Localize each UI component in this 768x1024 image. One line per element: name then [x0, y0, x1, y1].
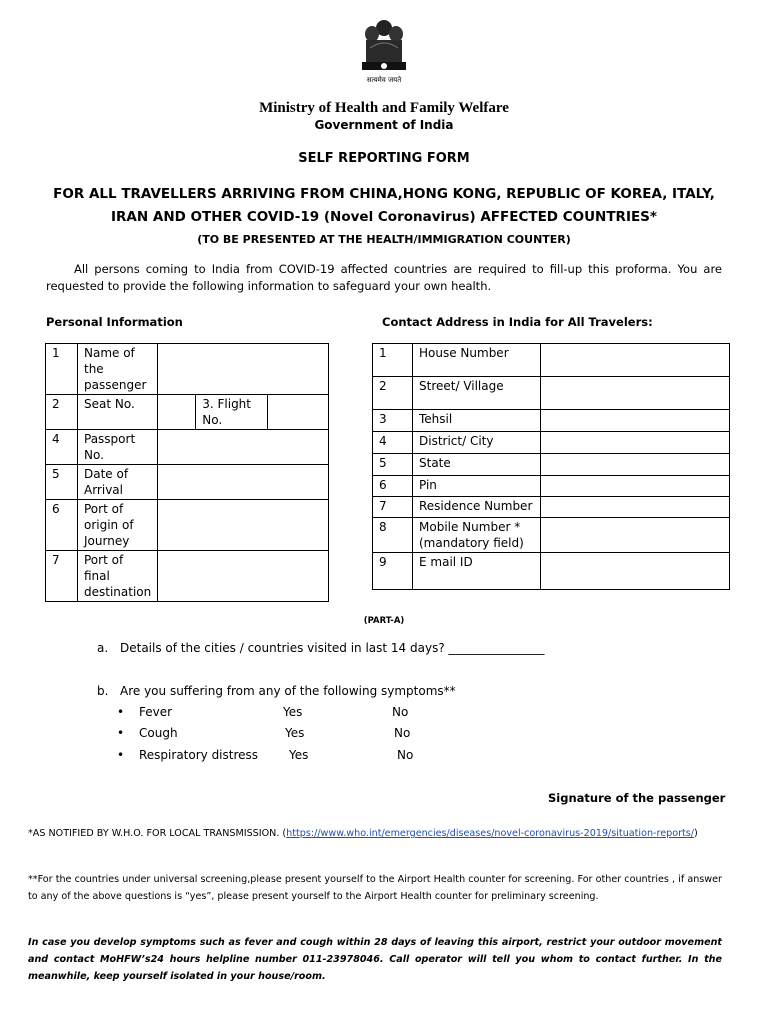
seat-number-field[interactable]	[158, 395, 196, 430]
contact-address-table	[372, 343, 730, 590]
field-label: Port of final destination	[78, 551, 158, 602]
field-label: Pin	[413, 476, 541, 497]
personal-info-heading: Personal Information	[46, 315, 183, 329]
residence-number-field[interactable]	[541, 497, 730, 518]
row-number: 6	[373, 476, 413, 497]
symptom-advice-note: In case you develop symptoms such as fever and cough within 28 days of leaving this airport, restrict your outdoor movement and contact MoHFW’s24 hours helpline number 011-23978046. Call operator will tell you whom to contact further. In the meanwhile, keep yourself isolated in your house/room.	[28, 937, 722, 982]
symptom-yes-option[interactable]: Yes	[283, 705, 303, 719]
field-label: Port of origin of Journey	[78, 500, 158, 551]
mobile-number-field[interactable]	[541, 518, 730, 553]
row-number: 5	[46, 465, 78, 500]
question-a: Details of the cities / countries visited in last 14 days? ________________	[120, 641, 545, 655]
tehsil-field[interactable]	[541, 410, 730, 432]
passport-number-field[interactable]	[158, 430, 329, 465]
symptom-no-option[interactable]: No	[392, 705, 409, 719]
table-row	[373, 410, 730, 432]
symptom-name: Fever	[139, 705, 173, 719]
form-title: SELF REPORTING FORM	[298, 151, 470, 166]
symptom-item	[117, 748, 258, 762]
final-destination-field[interactable]	[158, 551, 329, 602]
table-row	[373, 377, 730, 410]
field-label: 3. Flight No.	[196, 395, 268, 430]
table-row	[46, 465, 329, 500]
symptom-yes-option[interactable]: Yes	[285, 726, 305, 740]
field-label: Name of the passenger	[78, 344, 158, 395]
symptom-no-option[interactable]: No	[394, 726, 411, 740]
row-number: 4	[46, 430, 78, 465]
table-row	[46, 551, 329, 602]
row-number: 6	[46, 500, 78, 551]
field-label: Street/ Village	[413, 377, 541, 410]
district-city-field[interactable]	[541, 432, 730, 454]
bullet-icon: •	[117, 748, 125, 762]
pin-field[interactable]	[541, 476, 730, 497]
table-row	[46, 500, 329, 551]
emblem-caption: सत्यमेव जयते	[366, 76, 402, 84]
row-number: 8	[373, 518, 413, 553]
subtitle-line2: IRAN AND OTHER COVID-19 (Novel Coronavirus) AFFECTED COUNTRIES*	[111, 209, 657, 225]
field-label: E mail ID	[413, 553, 541, 590]
who-situation-reports-link[interactable]: https://www.who.int/emergencies/diseases/novel-coronavirus-2019/situation-reports/	[286, 828, 695, 839]
table-row	[373, 432, 730, 454]
screening-footnote: **For the countries under universal screening,please present yourself to the Airport Health counter for screening. For other countries , if answer to any of the above questions is “yes”, please present yourself to the Airport Health counter for preliminary screening.	[28, 874, 722, 902]
intro-paragraph: All persons coming to India from COVID-19 affected countries are required to fill-up this proforma. You are requested to provide the following information to safeguard your own health.	[46, 262, 722, 293]
field-label: District/ City	[413, 432, 541, 454]
who-footnote-close: )	[694, 828, 698, 839]
symptom-item	[117, 705, 172, 719]
ministry-title: Ministry of Health and Family Welfare	[259, 100, 509, 116]
bullet-icon: •	[117, 705, 125, 719]
subtitle-line1: FOR ALL TRAVELLERS ARRIVING FROM CHINA,HONG KONG, REPUBLIC OF KOREA, ITALY,	[53, 186, 715, 202]
government-title: Government of India	[314, 118, 454, 132]
row-number: 9	[373, 553, 413, 590]
street-village-field[interactable]	[541, 377, 730, 410]
question-b-marker: b.	[97, 684, 109, 698]
national-emblem	[356, 18, 412, 90]
field-label: Residence Number	[413, 497, 541, 518]
signature-label: Signature of the passenger	[548, 791, 726, 805]
row-number: 1	[46, 344, 78, 395]
row-number: 4	[373, 432, 413, 454]
origin-port-field[interactable]	[158, 500, 329, 551]
field-label: Date of Arrival	[78, 465, 158, 500]
row-number: 7	[373, 497, 413, 518]
arrival-date-field[interactable]	[158, 465, 329, 500]
field-label: Passport No.	[78, 430, 158, 465]
subtitle-line3: (TO BE PRESENTED AT THE HEALTH/IMMIGRATION COUNTER)	[197, 233, 571, 246]
table-row	[373, 344, 730, 377]
symptom-no-option[interactable]: No	[397, 748, 414, 762]
question-b: Are you suffering from any of the following symptoms**	[120, 684, 456, 698]
table-row	[373, 454, 730, 476]
table-row	[373, 553, 730, 590]
bullet-icon: •	[117, 726, 125, 740]
table-row	[46, 430, 329, 465]
part-a-heading: (PART-A)	[363, 616, 405, 626]
row-number: 7	[46, 551, 78, 602]
symptom-name: Cough	[139, 726, 178, 740]
field-label: Seat No.	[78, 395, 158, 430]
table-row	[373, 476, 730, 497]
table-row	[373, 518, 730, 553]
row-number: 1	[373, 344, 413, 377]
email-field[interactable]	[541, 553, 730, 590]
who-footnote-text: *AS NOTIFIED BY W.H.O. FOR LOCAL TRANSMISSION. (	[28, 828, 287, 839]
row-number: 2	[46, 395, 78, 430]
contact-address-heading: Contact Address in India for All Travelers:	[382, 315, 653, 329]
field-label: House Number	[413, 344, 541, 377]
table-row	[46, 344, 329, 395]
personal-info-table	[45, 343, 329, 602]
flight-number-field[interactable]	[268, 395, 329, 430]
state-field[interactable]	[541, 454, 730, 476]
symptom-yes-option[interactable]: Yes	[289, 748, 309, 762]
question-a-marker: a.	[97, 641, 109, 655]
row-number: 3	[373, 410, 413, 432]
house-number-field[interactable]	[541, 344, 730, 377]
who-footnote	[28, 825, 722, 842]
row-number: 5	[373, 454, 413, 476]
field-label: State	[413, 454, 541, 476]
symptom-name: Respiratory distress	[139, 748, 259, 762]
field-label: Tehsil	[413, 410, 541, 432]
table-row	[373, 497, 730, 518]
table-row	[46, 395, 329, 430]
symptom-item	[117, 726, 178, 740]
field-label: Mobile Number * (mandatory field)	[413, 518, 541, 553]
row-number: 2	[373, 377, 413, 410]
passenger-name-field[interactable]	[158, 344, 329, 395]
